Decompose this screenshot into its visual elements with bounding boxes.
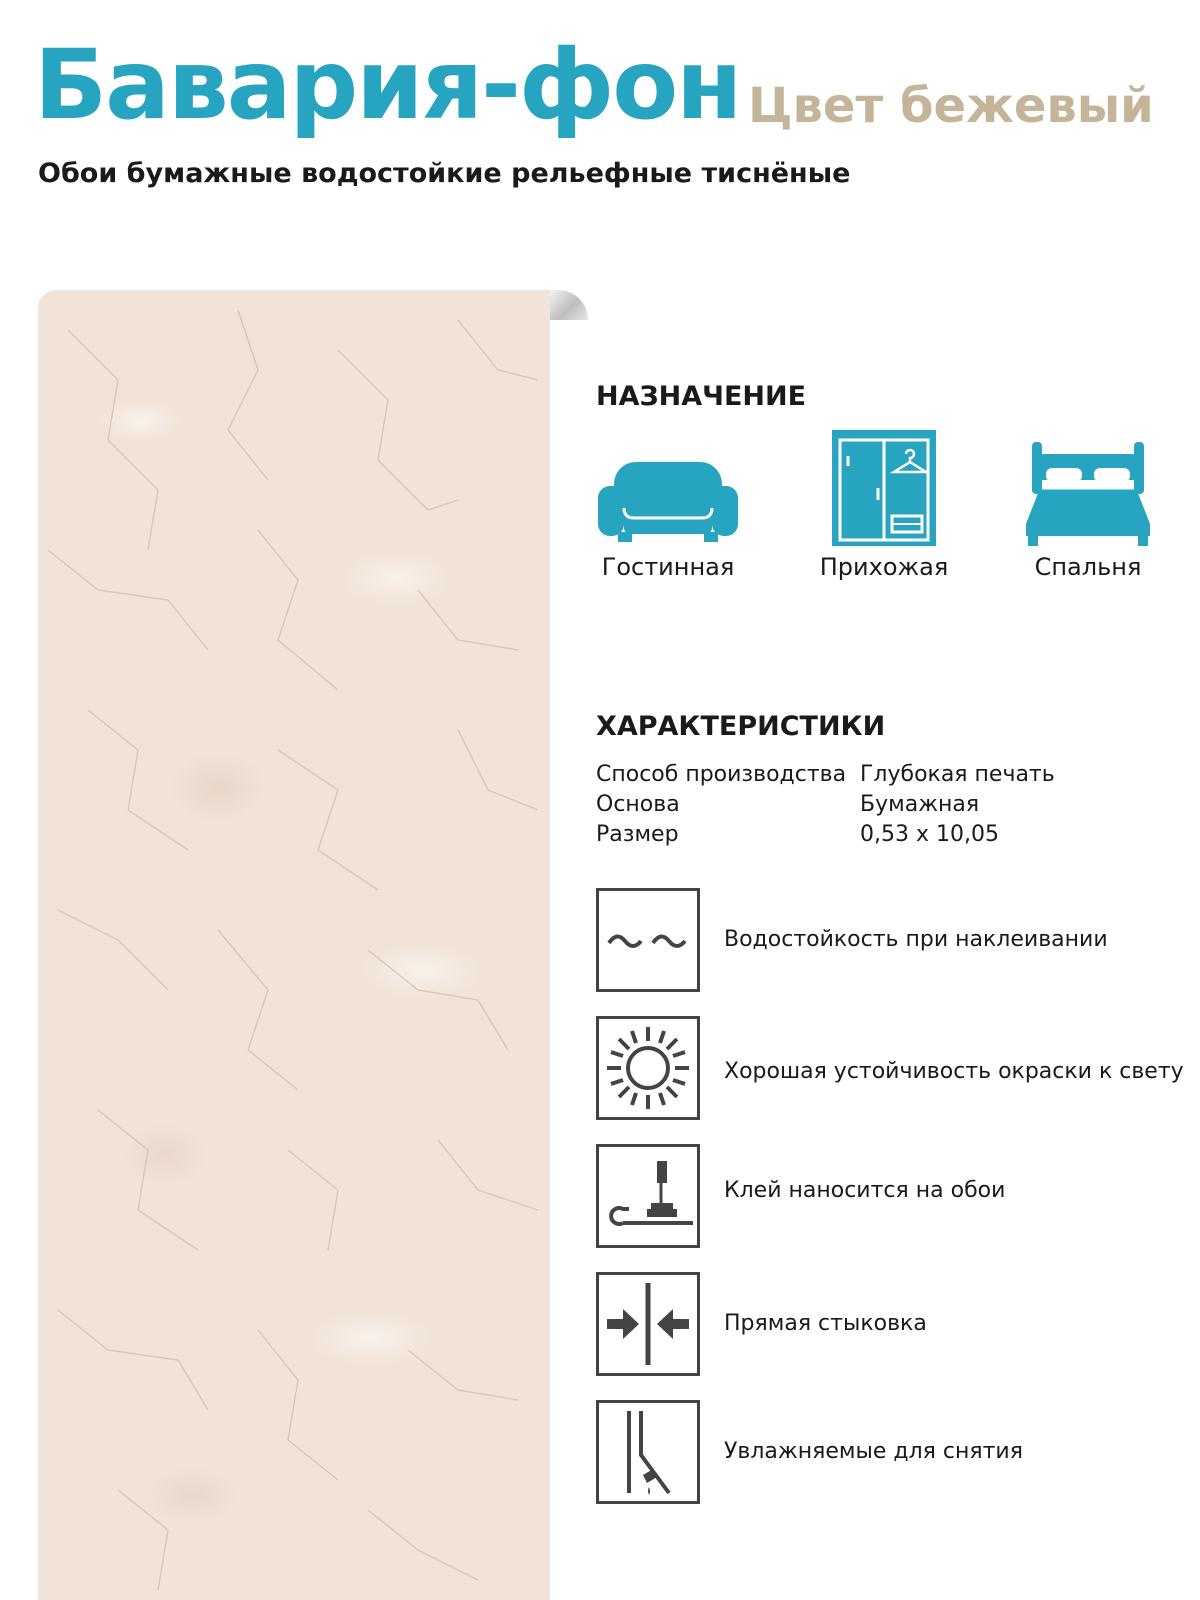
feature-icon-box [596, 1016, 700, 1120]
spec-row-size [596, 820, 999, 850]
product-title: Бавария-фон [34, 29, 741, 141]
wardrobe-icon [794, 428, 974, 548]
sun-icon [599, 1019, 697, 1117]
spec-value: Глубокая печать [860, 762, 1055, 787]
feature-label-match: Прямая стыковка [724, 1311, 927, 1336]
bed-icon [998, 428, 1178, 548]
spec-row-production [596, 760, 1055, 790]
feature-label-water: Водостойкость при наклеивании [724, 927, 1108, 952]
spec-row-base [596, 790, 980, 820]
feature-label-removal: Увлажняемые для снятия [724, 1439, 1023, 1464]
purpose-heading: НАЗНАЧЕНИЕ [596, 381, 807, 412]
spec-name: Основа [596, 792, 680, 817]
paste-roller-icon [599, 1147, 697, 1245]
room-label-bedroom: Спальня [1034, 553, 1142, 581]
room-hallway [794, 428, 974, 582]
swatch-page-curl [550, 290, 588, 320]
wet-removal-icon [599, 1403, 697, 1501]
armchair-icon [578, 428, 758, 548]
straight-match-icon [599, 1275, 697, 1373]
characteristics-heading: ХАРАКТЕРИСТИКИ [596, 711, 886, 742]
wallpaper-swatch [38, 290, 550, 1600]
crackle-texture [38, 290, 550, 1600]
spec-value: 0,53 x 10,05 [860, 822, 999, 847]
spec-name: Размер [596, 822, 679, 847]
feature-icon-box [596, 1272, 700, 1376]
spec-value: Бумажная [860, 792, 980, 817]
room-label-living: Гостинная [601, 553, 735, 581]
feature-label-paste: Клей наносится на обои [724, 1178, 1006, 1203]
spec-name: Способ производства [596, 762, 847, 787]
feature-icon-box [596, 1144, 700, 1248]
room-bedroom [998, 428, 1178, 582]
product-subtitle: Обои бумажные водостойкие рельефные тиснёные [38, 158, 851, 189]
room-living [578, 428, 758, 582]
color-label: Цвет бежевый [748, 78, 1154, 134]
waves-icon [599, 891, 697, 989]
room-label-hallway: Прихожая [819, 553, 949, 581]
feature-label-light: Хорошая устойчивость окраски к свету [724, 1059, 1184, 1084]
feature-icon-box [596, 1400, 700, 1504]
feature-icon-box [596, 888, 700, 992]
